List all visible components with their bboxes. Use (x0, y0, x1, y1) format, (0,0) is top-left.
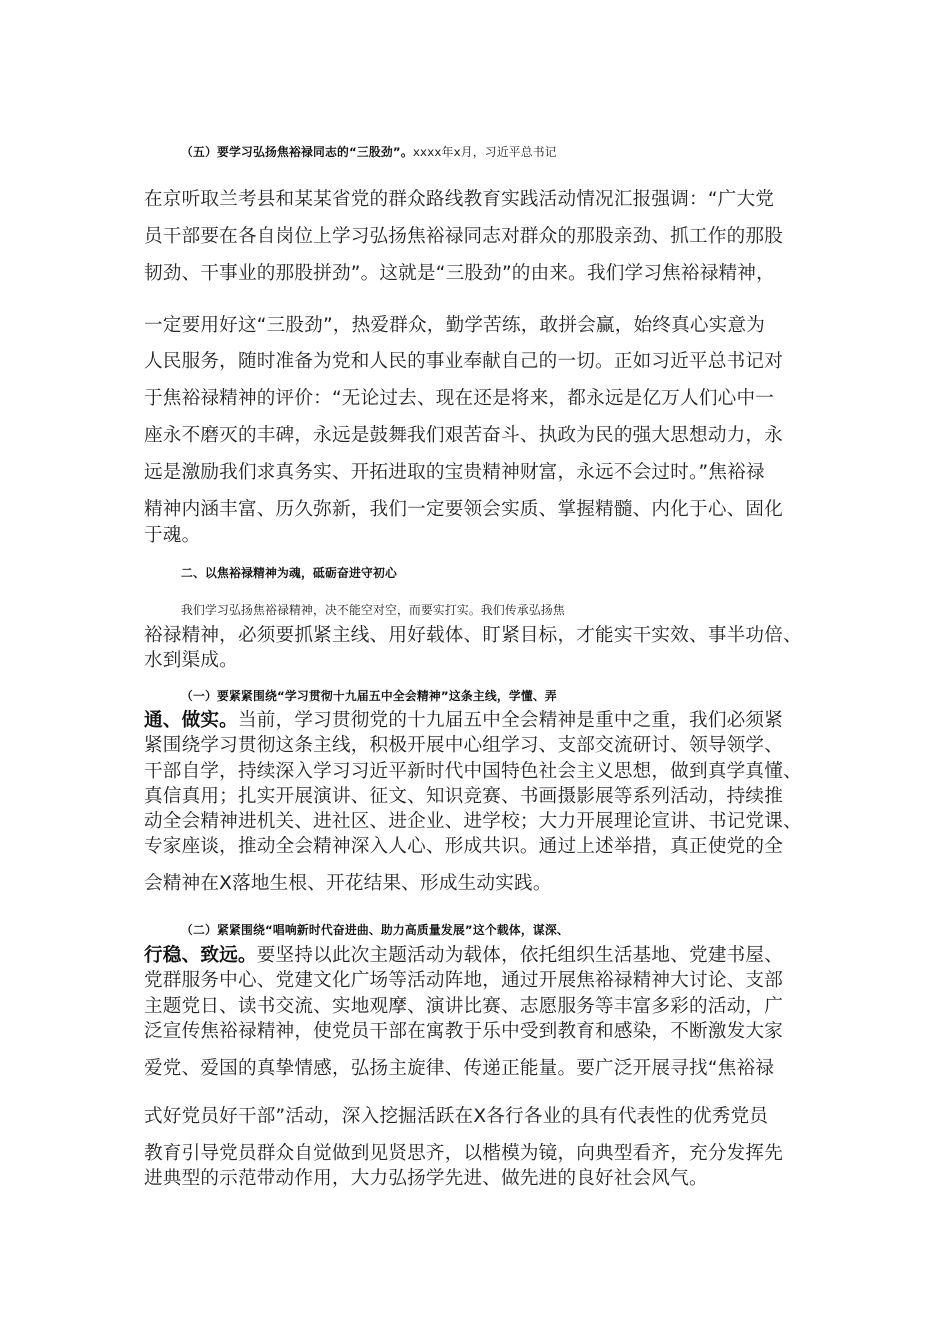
section-heading: 二、以焦裕禄精神为魂，砥砺奋进守初心 (181, 566, 397, 580)
p4-line-7: 式好党员好干部”活动，深入挖掘活跃在X各行各业的具有代表性的优秀党员 (144, 1106, 769, 1127)
p1-bold-lead: （五）要学习弘扬焦裕禄同志的“三股劲”。 (181, 145, 413, 159)
p1-line-3: 员干部要在各自岗位上学习弘扬焦裕禄同志对群众的那股亲劲、抓工作的那股 (144, 226, 783, 247)
p4-line-8: 教育引导党员群众自觉做到见贤思齐，以楷模为镜，向典型看齐，充分发挥先 (144, 1143, 783, 1164)
p1-line-11: 于魂。 (144, 525, 201, 546)
p4-line-4: 主题党日、读书交流、实地观摩、演讲比赛、志愿服务等丰富多彩的活动，广 (144, 996, 783, 1017)
p1-line-2: 在京听取兰考县和某某省党的群众路线教育实践活动情况汇报强调：“广大党 (144, 189, 775, 210)
p1-line-9: 远是激励我们求真务实、开拓进取的宝贵精神财富，永远不会过时。”焦裕禄 (144, 462, 765, 483)
p1-line-5: 一定要用好这“三股劲”，热爱群众，勤学苦练，敢拼会赢，始终真心实意为 (144, 315, 766, 336)
p4-line-9: 进典型的示范带动作用，大力弘扬学先进、做先进的良好社会风气。 (144, 1168, 708, 1189)
p1-line-1: （五）要学习弘扬焦裕禄同志的“三股劲”。xxxx年x月，习近平总书记 (181, 145, 557, 159)
p3-line-2: 通、做实。当前，学习贯彻党的十九届五中全会精神是重中之重，我们必须紧 (144, 710, 784, 731)
p3-line-1: （一）要紧紧围绕“学习贯彻十九届五中全会精神”这条主线，学懂、弄 (181, 689, 557, 703)
p1-line-7: 于焦裕禄精神的评价：“无论过去、现在还是将来，都永远是亿万人们心中一 (144, 388, 775, 409)
p4-line-3: 党群服务中心、党建文化广场等活动阵地，通过开展焦裕禄精神大讨论、支部 (144, 970, 783, 991)
p4-line-5: 泛宣传焦裕禄精神，使党员干部在寓教于乐中受到教育和感染，不断激发大家 (144, 1021, 783, 1042)
p3-line-5: 真信真用；扎实开展演讲、征文、知识竞赛、书画摄影展等系列活动，持续推 (144, 786, 783, 807)
p2-line-3: 水到渠成。 (144, 650, 238, 671)
p3-line-4: 干部自学，持续深入学习习近平新时代中国特色社会主义思想，做到真学真懂、 (144, 761, 802, 782)
p3-line-8: 会精神在X落地生根、开花结果、形成生动实践。 (144, 873, 552, 894)
p1-line-6: 人民服务，随时准备为党和人民的事业奉献自己的一切。正如习近平总书记对 (144, 351, 783, 372)
p4-line-2: 行稳、致远。要坚持以此次主题活动为载体，依托组织生活基地、党建书屋、 (144, 945, 783, 966)
p1-line-4: 韧劲、干事业的那股拼劲”。这就是“三股劲”的由来。我们学习焦裕禄精神， (144, 263, 775, 284)
p3-line-6: 动全会精神进机关、进社区、进企业、进学校；大力开展理论宣讲、书记党课、 (144, 811, 802, 832)
p4-line-1: （二）紧紧围绕“唱响新时代奋进曲、助力高质量发展”这个载体，谋深、 (181, 923, 569, 937)
p2-line-1: 我们学习弘扬焦裕禄精神，决不能空对空，而要实打实。我们传承弘扬焦 (181, 603, 565, 617)
p2-line-2: 裕禄精神，必须要抓紧主线、用好载体、盯紧目标，才能实干实效、事半功倍、 (144, 625, 802, 646)
p3-line-7: 专家座谈，推动全会精神深入人心、形成共识。通过上述举措，真正使党的全 (144, 836, 783, 857)
p4-line-6: 爱党、爱国的真挚情感，弘扬主旋律、传递正能量。要广泛开展寻找“焦裕禄 (144, 1058, 775, 1079)
p1-line-10: 精神内涵丰富、历久弥新，我们一定要领会实质、掌握精髓、内化于心、固化 (144, 499, 783, 520)
p3-line-3: 紧围绕学习贯彻这条主线，积极开展中心组学习、支部交流研讨、领导领学、 (144, 735, 783, 756)
p1-line-8: 座永不磨灭的丰碑，永远是鼓舞我们艰苦奋斗、执政为民的强大思想动力，永 (144, 425, 783, 446)
